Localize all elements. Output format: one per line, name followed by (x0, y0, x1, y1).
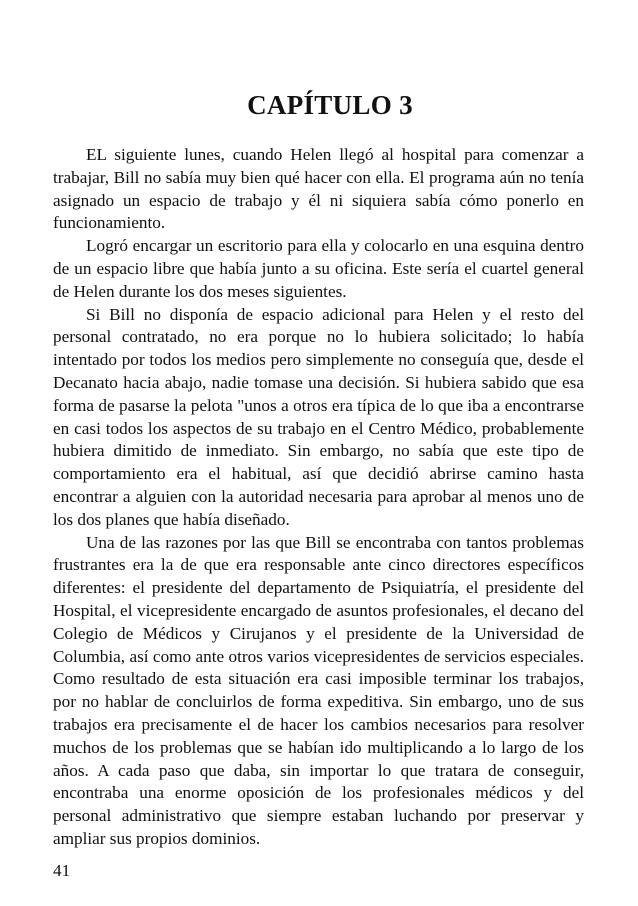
chapter-title: CAPÍTULO 3 (247, 90, 413, 120)
paragraph-2: Logró encargar un escritorio para ella y colocarlo en una esquina dentro de un espacio libre que había junto a su oficina. Este sería el cuartel general de Helen durante los dos meses siguientes. (53, 236, 584, 301)
paragraph-1: EL siguiente lunes, cuando Helen llegó al hospital para comenzar a trabajar, Bill no sabía muy bien qué hacer con ella. El programa aún no tenía asignado un espacio de trabajo y él ni siquiera sabía cómo ponerlo en funcionamiento. (53, 145, 584, 233)
page-number: 41 (53, 861, 71, 880)
paragraph-4: Una de las razones por las que Bill se encontraba con tantos problemas frustrantes era la de que era responsable ante cinco directores específicos diferentes: el presidente del departamento de Psiquiatría, el presidente del Hospital, el vicepresidente encargado de asuntos profesionales, el decano del Colegio de Médicos y Cirujanos y el presidente de la Universidad de Columbia, así como ante otros varios vicepresidentes de servicios especiales. Como resultado de esta situación era casi imposible terminar los trabajos, por no hablar de concluirlos de forma expeditiva. Sin embargo, uno de sus trabajos era precisamente el de hacer los cambios necesarios para resolver muchos de los problemas que se habían ido multiplicando a lo largo de los años. A cada paso que daba, sin importar lo que tratara de conseguir, encontraba una enorme oposición de los profesionales médicos y del personal administrativo que siempre estaban luchando por preservar y ampliar sus propios dominios. (53, 532, 584, 848)
chapter-body (53, 144, 584, 851)
paragraph-3: Si Bill no disponía de espacio adicional para Helen y el resto del personal contratado, no era porque no lo hubiera solicitado; lo había intentado por todos los medios pero simplemente no conseguía que, desde el Decanato hacia abajo, nadie tomase una decisión. Si hubiera sabido que esa forma de pasarse la pelota "unos a otros era típica de lo que iba a encontrarse en casi todos los aspectos de su trabajo en el Centro Médico, probablemente hubiera dimitido de inmediato. Sin embargo, no sabía que este tipo de comportamiento era el habitual, así que decidió abrirse camino hasta encontrar a alguien con la autoridad necesaria para aprobar al menos uno de los dos planes que había diseñado. (53, 304, 584, 529)
